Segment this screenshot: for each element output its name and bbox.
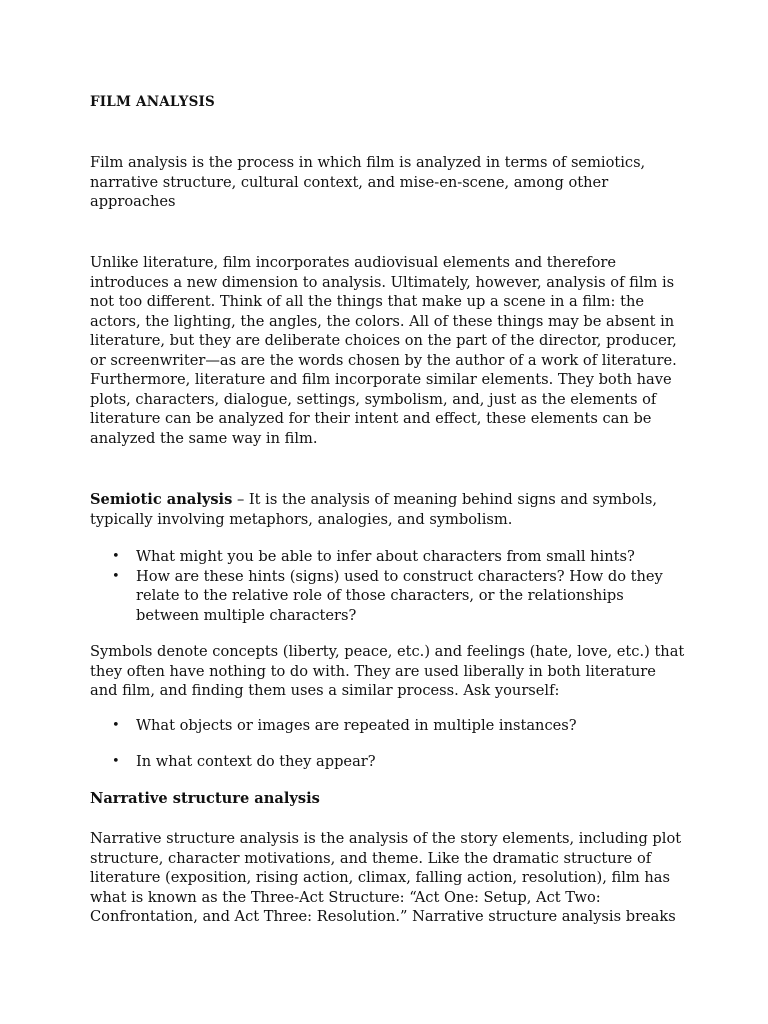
bullet-icon: • xyxy=(112,549,120,564)
paragraph-line: literature, but they are deliberate choices on the part of the director, producer, xyxy=(90,332,677,349)
semiotic-heading: Semiotic analysis xyxy=(90,491,233,508)
paragraph-line: analyzed the same way in film. xyxy=(90,429,318,447)
paragraph-line: typically involving metaphors, analogies, and symbolism. xyxy=(90,510,513,528)
bullet-icon: • xyxy=(112,568,120,584)
paragraph-line: literature (exposition, rising action, climax, falling action, resolution), film has xyxy=(90,869,670,886)
paragraph-line: they often have nothing to do with. They are used liberally in both literature xyxy=(90,662,656,680)
list-item-line: In what context do they appear? xyxy=(136,753,376,770)
intro-paragraph xyxy=(90,153,690,212)
narrative-heading-block xyxy=(90,789,690,809)
paragraph-line: what is known as the Three-Act Structure: “Act One: Setup, Act Two: xyxy=(90,888,601,906)
paragraph-line: and film, and finding them uses a similar process. Ask yourself: xyxy=(90,682,560,699)
paragraph-line: Confrontation, and Act Three: Resolution.” Narrative structure analysis breaks xyxy=(90,908,676,925)
narrative-heading: Narrative structure analysis xyxy=(90,790,320,807)
semiotic-bullet-list xyxy=(112,547,672,625)
paragraph-line: not too different. Think of all the things that make up a scene in a film: the xyxy=(90,293,645,310)
list-item xyxy=(112,752,672,772)
list-item xyxy=(112,567,672,626)
paragraph-line: approaches xyxy=(90,193,176,210)
paragraph-line: Furthermore, literature and film incorporate similar elements. They both have xyxy=(90,371,672,388)
paragraph-line: Film analysis is the process in which film is analyzed in terms of semiotics, xyxy=(90,154,646,171)
narrative-paragraph xyxy=(90,829,690,927)
paragraph-line: plots, characters, dialogue, settings, symbolism, and, just as the elements of xyxy=(90,390,657,408)
literature-paragraph xyxy=(90,253,690,448)
paragraph-line: structure, character motivations, and theme. Like the dramatic structure of xyxy=(90,849,652,867)
list-item-line: What might you be able to infer about characters from small hints? xyxy=(136,548,635,565)
paragraph-line: Unlike literature, film incorporates audiovisual elements and therefore xyxy=(90,254,617,271)
list-item-line: What objects or images are repeated in multiple instances? xyxy=(136,717,577,734)
semiotic-definition: – It is the analysis of meaning behind signs and symbols, xyxy=(232,491,657,508)
ask-bullet-list xyxy=(112,716,672,736)
symbols-paragraph xyxy=(90,642,690,701)
list-item xyxy=(112,716,672,736)
paragraph-line: literature can be analyzed for their intent and effect, these elements can be xyxy=(90,410,652,427)
paragraph-line: or screenwriter—as are the words chosen by the author of a work of literature. xyxy=(90,351,677,369)
paragraph-line xyxy=(90,490,690,510)
paragraph-line: Symbols denote concepts (liberty, peace, etc.) and feelings (hate, love, etc.) that xyxy=(90,643,685,660)
semiotic-paragraph xyxy=(90,490,690,529)
ask-bullet-list-2 xyxy=(112,752,672,772)
bullet-icon: • xyxy=(112,754,120,769)
paragraph-line: introduces a new dimension to analysis. Ultimately, however, analysis of film is xyxy=(90,273,675,291)
list-item-line: relate to the relative role of those characters, or the relationships xyxy=(136,587,624,604)
document-title: FILM ANALYSIS xyxy=(90,94,216,110)
paragraph-line: narrative structure, cultural context, and mise-en-scene, among other xyxy=(90,173,609,191)
list-item-line: between multiple characters? xyxy=(136,606,357,624)
paragraph-line: Narrative structure analysis is the analysis of the story elements, including plot xyxy=(90,830,682,847)
list-item-line: How are these hints (signs) used to construct characters? How do they xyxy=(136,567,663,585)
paragraph-line: actors, the lighting, the angles, the colors. All of these things may be absent in xyxy=(90,312,675,330)
list-item xyxy=(112,547,672,567)
bullet-icon: • xyxy=(112,718,120,733)
